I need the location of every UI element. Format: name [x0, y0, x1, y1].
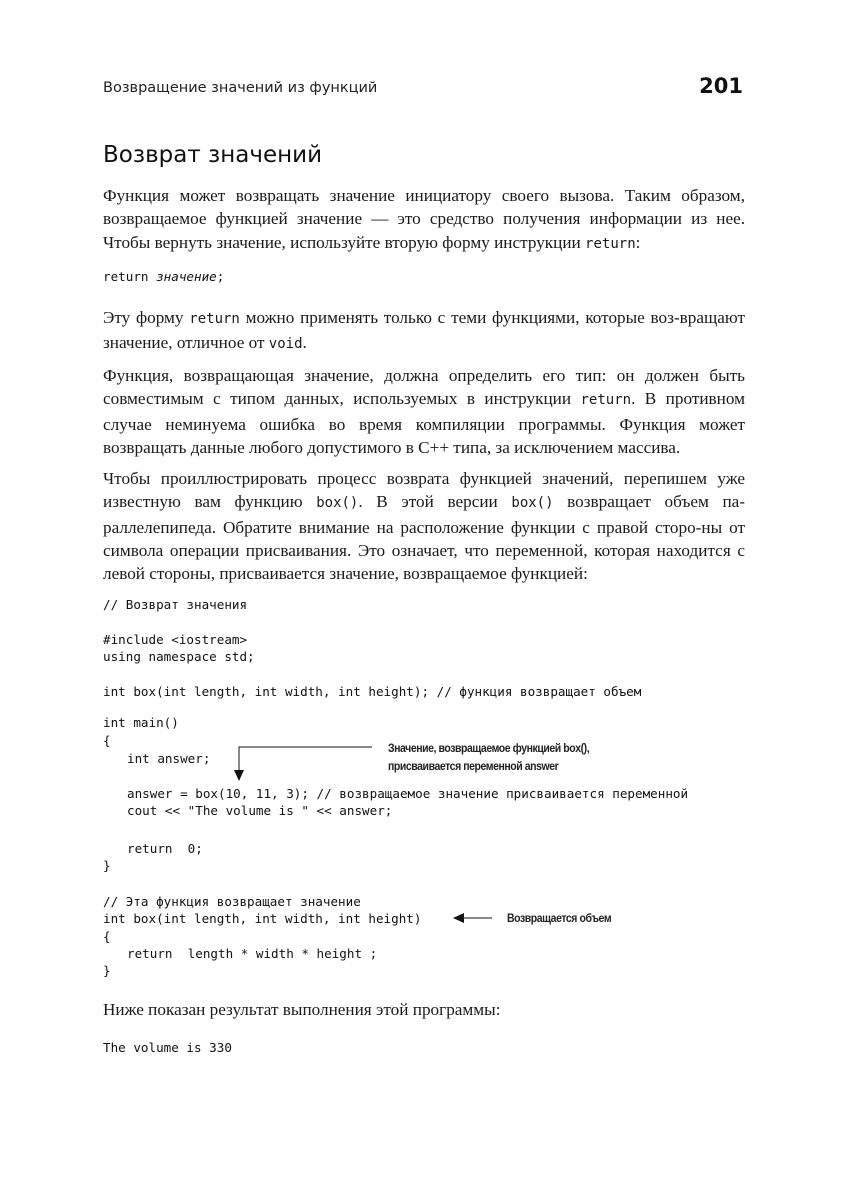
code-line: #include <iostream> [103, 632, 248, 647]
returns-arrow [453, 913, 492, 923]
program-output: The volume is 330 [103, 1040, 232, 1055]
running-head: Возвращение значений из функций [103, 80, 378, 96]
code-line: using namespace std; [103, 649, 255, 664]
code-line: int box(int length, int width, int height) [103, 911, 422, 926]
code-line: { [103, 733, 111, 748]
paragraph-output-intro: Ниже показан результат выполнения этой программы: [103, 1000, 501, 1019]
page-number: 201 [699, 74, 743, 98]
code-line: int answer; [127, 751, 211, 766]
code-line: // Эта функция возвращает значение [103, 894, 361, 909]
annotation-assign-line2: присваивается переменной answer [388, 759, 559, 773]
code-line: return length * width * height ; [127, 946, 378, 961]
paragraph-box-example: Чтобы проиллюстрировать процесс возврата функцией значений, перепишем уже известную вам функцию box(). В этой версии box() возвращает объем па-раллелепипеда. Обратите внимание на расположение функции с правой сторо-ны от символа операции присваивания. Это означает, что переменной, которая находится с левой стороны, присваивается значение, возвращаемое функцией: [103, 469, 746, 584]
return-syntax: return значение; [103, 269, 225, 284]
code-line: return 0; [127, 841, 203, 856]
paragraph-intro: Функция может возвращать значение инициатору своего вызова. Таким образом, возвращаемое функцией значение — это средство получения информации из нее. Чтобы вернуть значение, используйте вторую форму инструкции return: [103, 186, 745, 252]
paragraph-return-form: Эту форму return можно применять только с теми функциями, которые воз-вращают значение, отличное от void. [103, 308, 745, 353]
code-line: } [103, 963, 111, 978]
code-line: cout << "The volume is " << answer; [127, 803, 393, 818]
code-line: // Возврат значения [103, 597, 248, 612]
paragraph-return-type: Функция, возвращающая значение, должна определить его тип: он должен быть совместимым с типом данных, используемых в инструкции return. В противном случае неминуема ошибка во время компиляции программы. Функция может возвращать данные любого допустимого в C++ типа, за исключением массива. [103, 366, 745, 457]
code-line: answer = box(10, 11, 3); // возвращаемое значение присваивается переменной [127, 786, 689, 801]
assign-arrow [234, 747, 372, 781]
code-line: } [103, 858, 111, 873]
section-title: Возврат значений [103, 142, 323, 168]
annotation-assign-line1: Значение, возвращаемое функцией box(), [388, 741, 590, 755]
annotation-returns-volume: Возвращается объем [507, 911, 612, 925]
code-line: int box(int length, int width, int height); // функция возвращает объем [103, 684, 642, 699]
code-line: int main() [103, 715, 179, 730]
code-line: { [103, 929, 111, 944]
